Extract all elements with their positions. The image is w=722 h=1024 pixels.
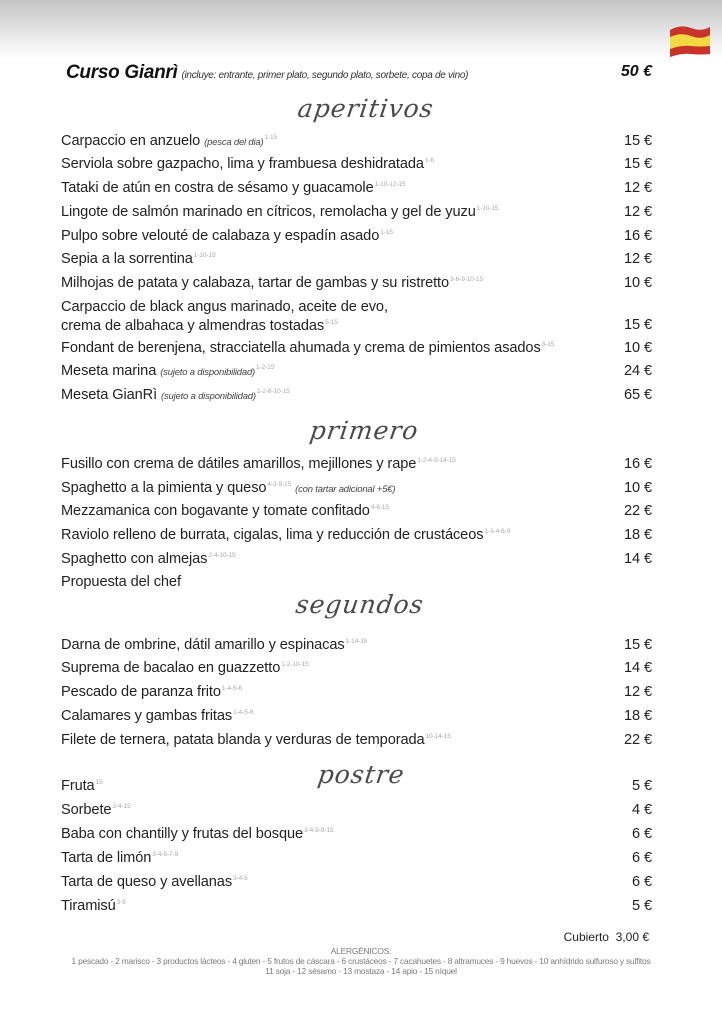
menu-item — [61, 775, 652, 797]
allergen-codes: 1-2-4-9-14-15 — [417, 457, 456, 464]
item-name-line1: Carpaccio de black angus marinado, aceite de evo, — [61, 299, 388, 315]
item-price: 6 € — [632, 850, 652, 866]
menu-item — [61, 337, 652, 359]
menu-item — [61, 272, 652, 294]
item-price: 10 € — [623, 480, 652, 496]
item-name: Fusillo con crema de dátiles amarillos, mejillones y rape — [61, 456, 417, 472]
item-name: Propuesta del chef — [61, 574, 181, 590]
allergen-codes: 1-15 — [380, 229, 393, 236]
item-name: Mezzamanica con bogavante y tomate confitado — [61, 503, 370, 519]
allergens-legend-line1: 1 pescado - 2 marisco - 3 productos lácteos - 4 gluten - 5 frutos de cáscara - 6 crustáceos - 7 cacahuetes - 8 altramuces - 9 huevos - 10 anhídrido sulfuroso y sulfitos — [71, 956, 651, 966]
allergen-codes: 1-2-6-10-15 — [256, 388, 290, 395]
menu-item — [61, 453, 652, 475]
menu-item — [61, 298, 652, 338]
item-name: Meseta marina — [61, 363, 157, 379]
allergen-codes: 1-10-15 — [476, 205, 499, 212]
menu-item — [61, 248, 652, 270]
allergen-codes: 1-2-10-15 — [281, 661, 309, 668]
allergen-codes: 3-4-15 — [112, 803, 131, 810]
menu-item — [61, 177, 652, 199]
menu-item — [61, 729, 652, 751]
menu-item — [61, 201, 652, 223]
item-price: 15 € — [623, 637, 652, 653]
item-name: Spaghetto a la pimienta y queso — [61, 480, 267, 496]
item-price: 14 € — [623, 551, 652, 567]
item-price: 10 € — [623, 275, 652, 291]
allergen-codes: 4-3-9-15 — [267, 481, 292, 488]
item-name: Carpaccio en anzuelo — [61, 133, 201, 149]
allergen-codes: 1-3-4-6-9 — [484, 528, 511, 535]
menu-item — [61, 130, 652, 152]
allergens-title: ALERGÉNICOS: — [330, 946, 392, 956]
item-name: Meseta GianRì — [61, 387, 158, 403]
item-name: Serviola sobre gazpacho, lima y frambuesa deshidratada — [61, 156, 424, 172]
course-note: (incluye: entrante, primer plato, segundo plato, sorbete, copa de vino) — [181, 70, 469, 81]
allergens-legend-line2: 11 soja - 12 sésamo - 13 mostaza - 14 apio - 15 níquel — [265, 966, 457, 976]
item-name: Tataki de atún en costra de sésamo y guacamole — [61, 180, 374, 196]
menu-item — [61, 500, 652, 522]
allergen-codes: 3-4-5-7-9 — [152, 851, 179, 858]
item-name-line2: crema de albahaca y almendras tostadas — [61, 318, 325, 334]
menu-item — [61, 799, 652, 821]
item-price: 12 € — [623, 684, 652, 700]
allergen-codes: 1-10-15 — [193, 252, 216, 259]
allergen-codes: 15 — [95, 779, 103, 786]
item-name: Darna de ombrine, dátil amarillo y espinacas — [61, 637, 345, 653]
item-price: 18 € — [623, 527, 652, 543]
item-name: Milhojas de patata y calabaza, tartar de gambas y su ristretto — [61, 275, 450, 291]
item-price: 14 € — [623, 660, 652, 676]
menu-item — [61, 477, 652, 499]
item-name: Calamares y gambas fritas — [61, 708, 233, 724]
item-name: Fruta — [61, 778, 95, 794]
section-title-postre: postre — [315, 760, 407, 789]
section-title-segundos: segundos — [293, 590, 426, 619]
allergen-codes: 1-6 — [424, 157, 435, 164]
item-name: Tiramisú — [61, 898, 116, 914]
item-name: Lingote de salmón marinado en cítricos, remolacha y gel de yuzu — [61, 204, 476, 220]
item-price: 10 € — [623, 340, 652, 356]
item-price: 18 € — [623, 708, 652, 724]
item-name: Pescado de paranza frito — [61, 684, 221, 700]
menu-item — [61, 681, 652, 703]
menu-item — [61, 847, 652, 869]
menu-item — [61, 657, 652, 679]
allergen-codes: 1-4-5-6 — [233, 709, 254, 716]
item-price: 65 € — [623, 387, 652, 403]
item-name: Baba con chantilly y frutas del bosque — [61, 826, 304, 842]
allergen-codes: 4-6-15 — [370, 504, 389, 511]
item-name: Tarta de limón — [61, 850, 152, 866]
menu-item — [61, 360, 652, 382]
course-price: 50 € — [620, 63, 652, 80]
menu-item — [61, 895, 652, 917]
item-price: 12 € — [623, 180, 652, 196]
item-price: 24 € — [623, 363, 652, 379]
item-name: Fondant de berenjena, stracciatella ahumada y crema de pimientos asados — [61, 340, 541, 356]
item-price: 4 € — [632, 802, 652, 818]
item-price: 22 € — [623, 503, 652, 519]
item-price: 16 € — [623, 456, 652, 472]
item-price: 12 € — [623, 204, 652, 220]
allergen-codes: 10-14-15 — [425, 733, 451, 740]
allergen-codes: 3-4-5-9-15 — [304, 827, 334, 834]
menu-item — [61, 871, 652, 893]
allergen-codes: 1-10-12-15 — [374, 181, 406, 188]
item-price: 5 € — [632, 778, 652, 794]
item-name: Filete de ternera, patata blanda y verduras de temporada — [61, 732, 425, 748]
allergen-codes: 5-15 — [325, 319, 338, 326]
item-name: Tarta de queso y avellanas — [61, 874, 233, 890]
allergen-codes: 1-4-5-6 — [221, 685, 243, 692]
item-price: 22 € — [623, 732, 652, 748]
item-name: Sorbete — [61, 802, 112, 818]
menu-item — [61, 225, 652, 247]
item-name: Raviolo relleno de burrata, cigalas, lima y reducción de crustáceos — [61, 527, 484, 543]
allergen-codes: 1-15 — [264, 134, 278, 141]
top-gradient-bar — [0, 0, 722, 60]
menu-item — [61, 524, 652, 546]
allergen-codes: 1-2-15 — [256, 364, 275, 371]
menu-item — [61, 153, 652, 175]
item-price: 12 € — [623, 251, 652, 267]
allergen-codes: 3-6-9-10-15 — [450, 276, 483, 283]
item-price: 6 € — [632, 874, 652, 890]
item-price: 15 € — [623, 133, 652, 149]
menu-item — [61, 634, 652, 656]
item-name: Sepia a la sorrentina — [61, 251, 193, 267]
menu-item — [61, 823, 652, 845]
menu-item — [61, 384, 652, 406]
item-note: (sujeto a disponibilidad) — [161, 391, 256, 402]
allergen-codes: 3-4-5 — [233, 875, 248, 882]
item-price: 5 € — [632, 898, 652, 914]
cover-charge: Cubierto 3,00 € — [563, 930, 649, 944]
item-note: (sujeto a disponibilidad) — [160, 367, 256, 378]
item-price: 15 € — [623, 317, 652, 333]
course-gianri — [66, 62, 652, 88]
item-price: 15 € — [623, 156, 652, 172]
item-price: 16 € — [623, 228, 652, 244]
allergen-codes: 3-9 — [116, 899, 126, 906]
course-name: Curso Gianrì — [66, 62, 178, 83]
allergen-codes: 3-15 — [541, 341, 555, 348]
item-note: (pesca del dia) — [204, 137, 264, 148]
item-name: Suprema de bacalao en guazzetto — [61, 660, 281, 676]
section-title-primero: primero — [307, 416, 421, 445]
spain-flag-icon[interactable] — [667, 24, 713, 58]
item-name: Pulpo sobre velouté de calabaza y espadín asado — [61, 228, 380, 244]
menu-item — [61, 705, 652, 727]
allergen-codes: 1-14-15 — [345, 638, 368, 645]
section-title-aperitivos: aperitivos — [295, 94, 436, 123]
item-note: (con tartar adicional +5€) — [295, 484, 396, 495]
allergen-codes: 2-4-10-15 — [208, 552, 236, 559]
item-name: Spaghetto con almejas — [61, 551, 208, 567]
menu-item — [61, 548, 652, 570]
item-price: 6 € — [632, 826, 652, 842]
